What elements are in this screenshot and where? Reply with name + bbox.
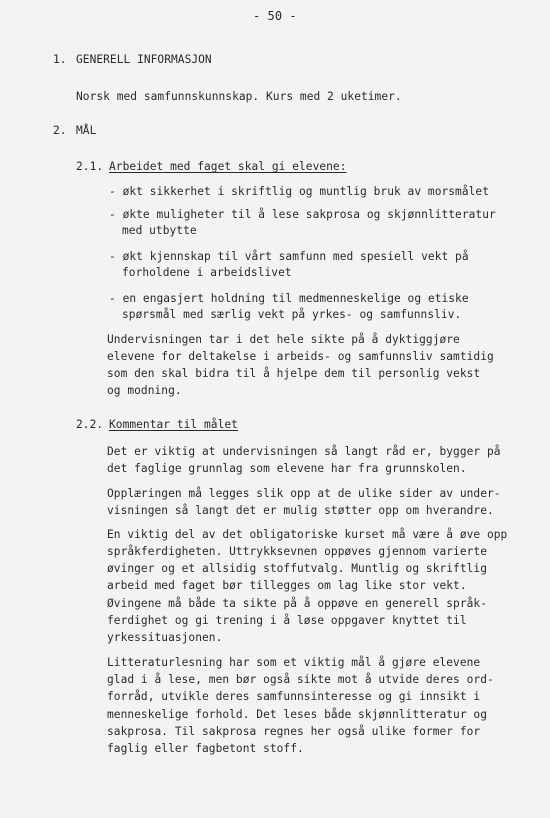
- paragraph-line: Undervisningen tar i det hele sikte på å dyktiggjøre: [107, 333, 460, 346]
- section-2-number: 2.: [53, 124, 67, 137]
- section-2-heading: MÅL: [76, 124, 97, 137]
- paragraph-line: forråd, utvikle deres samfunnsinteresse og gi innsikt i: [107, 690, 481, 703]
- paragraph-line: visningen så langt det er mulig støtter opp om hverandre.: [107, 504, 494, 517]
- bullet-line: - økt sikkerhet i skriftlig og muntlig bruk av morsmålet: [109, 185, 489, 198]
- paragraph-line: faglig eller fagbetont stoff.: [107, 742, 304, 755]
- section-1-text: Norsk med samfunnskunnskap. Kurs med 2 uketimer.: [76, 90, 402, 103]
- bullet-line: - en engasjert holdning til medmenneskelige og etiske: [109, 292, 469, 305]
- paragraph-line: det faglige grunnlag som elevene har fra grunnskolen.: [107, 462, 467, 475]
- bullet-line: forholdene i arbeidslivet: [122, 266, 292, 279]
- bullet-line: - økt kjennskap til vårt samfunn med spesiell vekt på: [109, 250, 469, 263]
- section-1-number: 1.: [53, 53, 67, 66]
- paragraph-line: øvinger og et allsidig stoffutvalg. Muntlig og skriftlig: [107, 562, 487, 575]
- bullet-line: spørsmål med særlig vekt på yrkes- og samfunnsliv.: [122, 308, 462, 321]
- subsection-2-2-heading: Kommentar til målet: [109, 418, 238, 431]
- subsection-2-1-heading: Arbeidet med faget skal gi elevene:: [109, 160, 347, 173]
- paragraph-line: Det er viktig at undervisningen så langt råd er, bygger på: [107, 445, 501, 458]
- subsection-2-1-number: 2.1.: [76, 160, 104, 173]
- paragraph-line: Litteraturlesning har som et viktig mål å gjøre elevene: [107, 656, 481, 669]
- paragraph-line: språkferdigheten. Uttrykksevnen oppøves gjennom varierte: [107, 545, 487, 558]
- paragraph-line: som den skal bidra til å hjelpe dem til personlig vekst: [107, 367, 481, 380]
- section-1-heading: GENERELL INFORMASJON: [76, 53, 212, 66]
- paragraph-line: yrkessituasjonen.: [107, 631, 223, 644]
- bullet-line: - økte muligheter til å lese sakprosa og skjønnlitteratur: [109, 208, 496, 221]
- paragraph-line: glad i å lese, men bør også sikte mot å utvide deres ord-: [107, 673, 494, 686]
- paragraph-line: ferdighet og gi trening i å løse oppgaver knyttet til: [107, 614, 467, 627]
- bullet-line: med utbytte: [122, 224, 197, 237]
- paragraph-line: Øvingene må både ta sikte på å oppøve en generell språk-: [107, 597, 487, 610]
- subsection-2-2-number: 2.2.: [76, 418, 104, 431]
- paragraph-line: Opplæringen må legges slik opp at de ulike sider av under-: [107, 487, 501, 500]
- paragraph-line: sakprosa. Til sakprosa regnes her også ulike former for: [107, 725, 481, 738]
- page-number: - 50 -: [253, 9, 297, 23]
- paragraph-line: En viktig del av det obligatoriske kurset må være å øve opp: [107, 528, 508, 541]
- paragraph-line: menneskelige forhold. Det leses både skjønnlitteratur og: [107, 708, 487, 721]
- paragraph-line: elevene for deltakelse i arbeids- og samfunnsliv samtidig: [107, 350, 494, 363]
- paragraph-line: og modning.: [107, 384, 182, 397]
- paragraph-line: arbeid med faget bør tillegges om lag like stor vekt.: [107, 579, 467, 592]
